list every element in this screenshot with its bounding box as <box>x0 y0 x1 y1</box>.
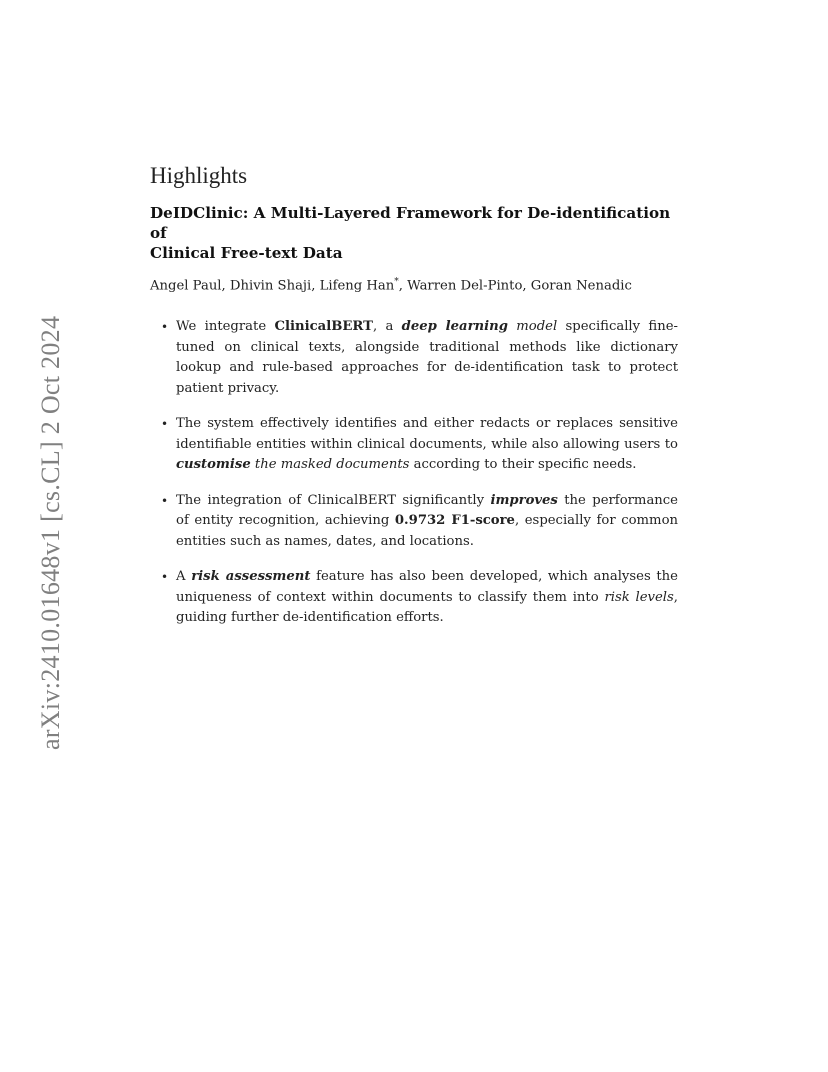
highlight-item <box>161 414 678 476</box>
highlight-item <box>161 567 678 629</box>
paper-title-line-1: DeIDClinic: A Multi-Layered Framework for De-identification of <box>150 204 671 242</box>
bold-term: 0.9732 F1-score <box>394 513 515 529</box>
italic-term: the masked documents <box>254 457 410 473</box>
text: according to their specific needs. <box>409 457 637 473</box>
text: feature has also been developed, which analyses the uniqueness of context within documents to classify them into <box>176 569 678 605</box>
text: , guiding further de-identification efforts. <box>176 589 678 626</box>
italic-term: risk levels <box>604 589 674 605</box>
bold-italic-term: customise <box>176 457 251 473</box>
highlights-list <box>150 317 678 629</box>
italic-term: model <box>516 319 558 335</box>
bullet-icon: • <box>161 570 169 585</box>
bold-term: ClinicalBERT <box>274 319 373 335</box>
author-list <box>150 273 678 295</box>
text: , especially for common entities such as names, dates, and locations. <box>176 513 678 549</box>
highlight-item <box>161 317 678 399</box>
bold-italic-term: risk assessment <box>191 569 311 585</box>
authors-first: Angel Paul, Dhivin Shaji, Lifeng Han <box>150 278 395 294</box>
highlight-item <box>161 491 678 553</box>
bold-italic-term: improves <box>490 492 558 508</box>
bullet-icon: • <box>161 417 169 432</box>
text: specifically fine-tuned on clinical texts, alongside traditional methods like dictionary lookup and rule-based approaches for de-identification task to protect patient privacy. <box>176 319 678 396</box>
text: A <box>176 569 192 585</box>
section-title: Highlights <box>150 163 248 188</box>
text: , a <box>372 319 402 335</box>
highlights-page <box>150 163 678 644</box>
authors-rest: , Warren Del-Pinto, Goran Nenadic <box>398 278 632 294</box>
corresponding-author-marker: * <box>394 277 399 287</box>
text: the performance of entity recognition, achieving <box>176 492 678 529</box>
bold-italic-term: deep learning <box>401 319 508 335</box>
bullet-icon: • <box>161 493 169 508</box>
bullet-icon: • <box>161 320 169 335</box>
text: We integrate <box>176 319 275 335</box>
arxiv-identifier-stamp: arXiv:2410.01648v1 [cs.CL] 2 Oct 2024 <box>36 315 65 750</box>
paper-title-line-2: Clinical Free-text Data <box>150 244 343 262</box>
paper-title <box>150 203 678 263</box>
text: The integration of ClinicalBERT significantly <box>176 492 491 508</box>
text: The system effectively identifies and either redacts or replaces sensitive identifiable entities within clinical documents, while also allowing users to <box>176 416 678 452</box>
